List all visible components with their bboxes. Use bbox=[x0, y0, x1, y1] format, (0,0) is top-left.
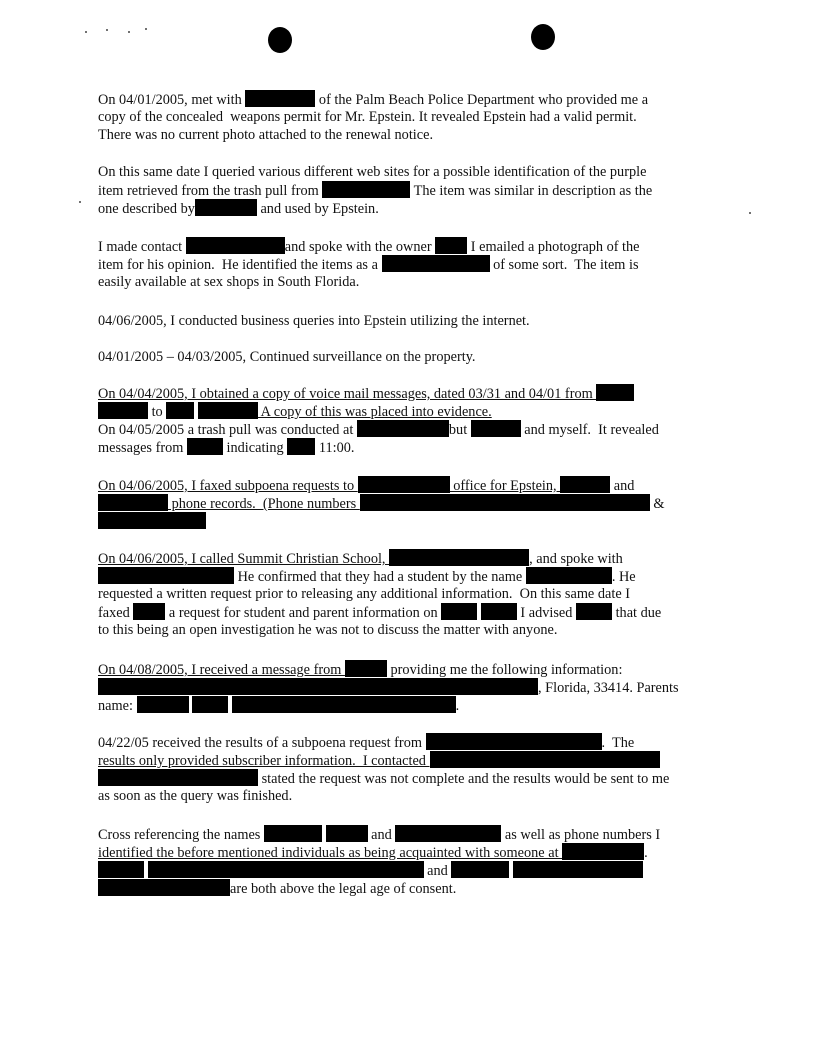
redaction bbox=[358, 476, 450, 493]
text: and bbox=[610, 478, 635, 494]
scan-speck bbox=[79, 201, 81, 203]
redaction bbox=[562, 843, 644, 860]
text: and bbox=[423, 863, 452, 879]
redaction bbox=[426, 733, 602, 750]
text: On 04/06/2005, I called Summit Christian School, bbox=[98, 551, 390, 567]
redaction bbox=[187, 438, 223, 455]
redaction bbox=[560, 476, 610, 493]
redaction bbox=[137, 696, 189, 713]
paragraph-9 bbox=[98, 660, 716, 714]
text: item retrieved from the trash pull from bbox=[98, 183, 323, 199]
redaction bbox=[232, 696, 456, 713]
redaction bbox=[98, 769, 258, 786]
redaction bbox=[576, 603, 612, 620]
text: stated the request was not complete and the results would be sent to me bbox=[258, 771, 670, 787]
redaction bbox=[322, 181, 410, 198]
redaction bbox=[441, 603, 477, 620]
redaction bbox=[98, 678, 538, 695]
text: and myself. It revealed bbox=[520, 422, 659, 438]
redaction bbox=[389, 549, 529, 566]
redaction bbox=[596, 384, 634, 401]
paragraph-4 bbox=[98, 312, 716, 330]
text: On 04/08/2005, I received a message from bbox=[98, 662, 345, 678]
redaction bbox=[192, 696, 228, 713]
paragraph-7 bbox=[98, 476, 716, 530]
text: as soon as the query was finished. bbox=[98, 788, 293, 804]
text: easily available at sex shops in South Florida. bbox=[98, 274, 360, 290]
text: 04/01/2005 – 04/03/2005, Continued surveillance on the property. bbox=[98, 349, 476, 365]
text: to bbox=[148, 404, 167, 420]
text: & bbox=[649, 496, 665, 512]
redaction bbox=[430, 751, 660, 768]
text: messages from bbox=[98, 440, 187, 456]
text: . bbox=[455, 698, 460, 714]
redaction bbox=[98, 402, 148, 419]
paragraph-8 bbox=[98, 549, 716, 639]
redaction bbox=[148, 861, 424, 878]
text: phone records. (Phone numbers bbox=[168, 496, 360, 512]
text: to this being an open investigation he was not to discuss the matter with anyone. bbox=[98, 622, 558, 638]
text: and bbox=[367, 827, 396, 843]
paragraph-3 bbox=[98, 237, 716, 291]
paragraph-2 bbox=[98, 163, 716, 217]
paragraph-11 bbox=[98, 825, 716, 897]
text: and spoke with the owner bbox=[284, 239, 436, 255]
redaction bbox=[526, 567, 612, 584]
redaction bbox=[357, 420, 449, 437]
punch-hole-left bbox=[268, 27, 292, 53]
text: I emailed a photograph of the bbox=[467, 239, 640, 255]
redaction bbox=[382, 255, 490, 272]
text: Cross referencing the names bbox=[98, 827, 264, 843]
text: identified the before mentioned individuals as being acquainted with someone at bbox=[98, 845, 563, 861]
text: requested a written request prior to releasing any additional information. On this same date I bbox=[98, 586, 631, 602]
punch-hole-right bbox=[531, 24, 555, 50]
redaction bbox=[198, 402, 258, 419]
text: name: bbox=[98, 698, 137, 714]
scan-speck bbox=[145, 28, 147, 30]
text: A copy of this was placed into evidence. bbox=[257, 404, 492, 420]
text: as well as phone numbers I bbox=[501, 827, 661, 843]
text: . The bbox=[601, 735, 635, 751]
redaction bbox=[186, 237, 285, 254]
scan-speck bbox=[106, 29, 108, 31]
paragraph-10 bbox=[98, 733, 716, 805]
text: indicating bbox=[222, 440, 288, 456]
text: of the Palm Beach Police Department who provided me a bbox=[315, 92, 649, 108]
scan-speck bbox=[85, 31, 87, 33]
redaction bbox=[245, 90, 315, 107]
text: . bbox=[644, 845, 648, 861]
text: On 04/01/2005, met with bbox=[98, 92, 246, 108]
redaction bbox=[195, 199, 257, 216]
text: providing me the following information: bbox=[386, 662, 623, 678]
redaction bbox=[98, 512, 206, 529]
text: office for Epstein, bbox=[449, 478, 561, 494]
redaction bbox=[513, 861, 643, 878]
text: faxed bbox=[98, 605, 134, 621]
scan-speck bbox=[749, 212, 751, 214]
redaction bbox=[360, 494, 650, 511]
text: I made contact bbox=[98, 239, 186, 255]
paragraph-1 bbox=[98, 90, 716, 144]
text: There was no current photo attached to the renewal notice. bbox=[98, 127, 434, 143]
text: , and spoke with bbox=[529, 551, 623, 567]
text: 04/22/05 received the results of a subpoena request from bbox=[98, 735, 426, 751]
redaction bbox=[166, 402, 194, 419]
text: that due bbox=[612, 605, 662, 621]
redaction bbox=[98, 567, 234, 584]
redaction bbox=[471, 420, 521, 437]
text: of some sort. The item is bbox=[489, 257, 639, 273]
redaction bbox=[264, 825, 322, 842]
redaction bbox=[345, 660, 387, 677]
paragraph-5 bbox=[98, 348, 716, 366]
text: , Florida, 33414. Parents bbox=[538, 680, 679, 696]
text: He confirmed that they had a student by the name bbox=[234, 569, 526, 585]
redaction bbox=[287, 438, 315, 455]
text: but bbox=[448, 422, 471, 438]
text: On 04/04/2005, I obtained a copy of voice mail messages, dated 03/31 and 04/01 from bbox=[98, 386, 597, 402]
text: On 04/06/2005, I faxed subpoena requests to bbox=[98, 478, 358, 494]
redaction bbox=[451, 861, 509, 878]
text: 11:00. bbox=[315, 440, 355, 456]
text: The item was similar in description as the bbox=[410, 183, 653, 199]
paragraph-6 bbox=[98, 384, 716, 456]
scan-speck bbox=[128, 31, 130, 33]
redaction bbox=[481, 603, 517, 620]
text: On this same date I queried various different web sites for a possible identification of the purple bbox=[98, 164, 647, 180]
text: On 04/05/2005 a trash pull was conducted at bbox=[98, 422, 357, 438]
text: . He bbox=[611, 569, 636, 585]
redaction bbox=[133, 603, 165, 620]
redaction bbox=[435, 237, 467, 254]
text: 04/06/2005, I conducted business queries into Epstein utilizing the internet. bbox=[98, 313, 530, 329]
redaction bbox=[98, 494, 168, 511]
redaction bbox=[98, 879, 230, 896]
redaction bbox=[395, 825, 501, 842]
text: are both above the legal age of consent. bbox=[230, 881, 457, 897]
redaction bbox=[98, 861, 144, 878]
text: and used by Epstein. bbox=[256, 201, 379, 217]
redaction bbox=[326, 825, 368, 842]
text: one described by bbox=[98, 201, 195, 217]
text: results only provided subscriber information. I contacted bbox=[98, 753, 430, 769]
text: I advised bbox=[516, 605, 576, 621]
text: item for his opinion. He identified the items as a bbox=[98, 257, 382, 273]
text: a request for student and parent information on bbox=[165, 605, 442, 621]
text: copy of the concealed weapons permit for Mr. Epstein. It revealed Epstein had a valid permit. bbox=[98, 109, 637, 125]
